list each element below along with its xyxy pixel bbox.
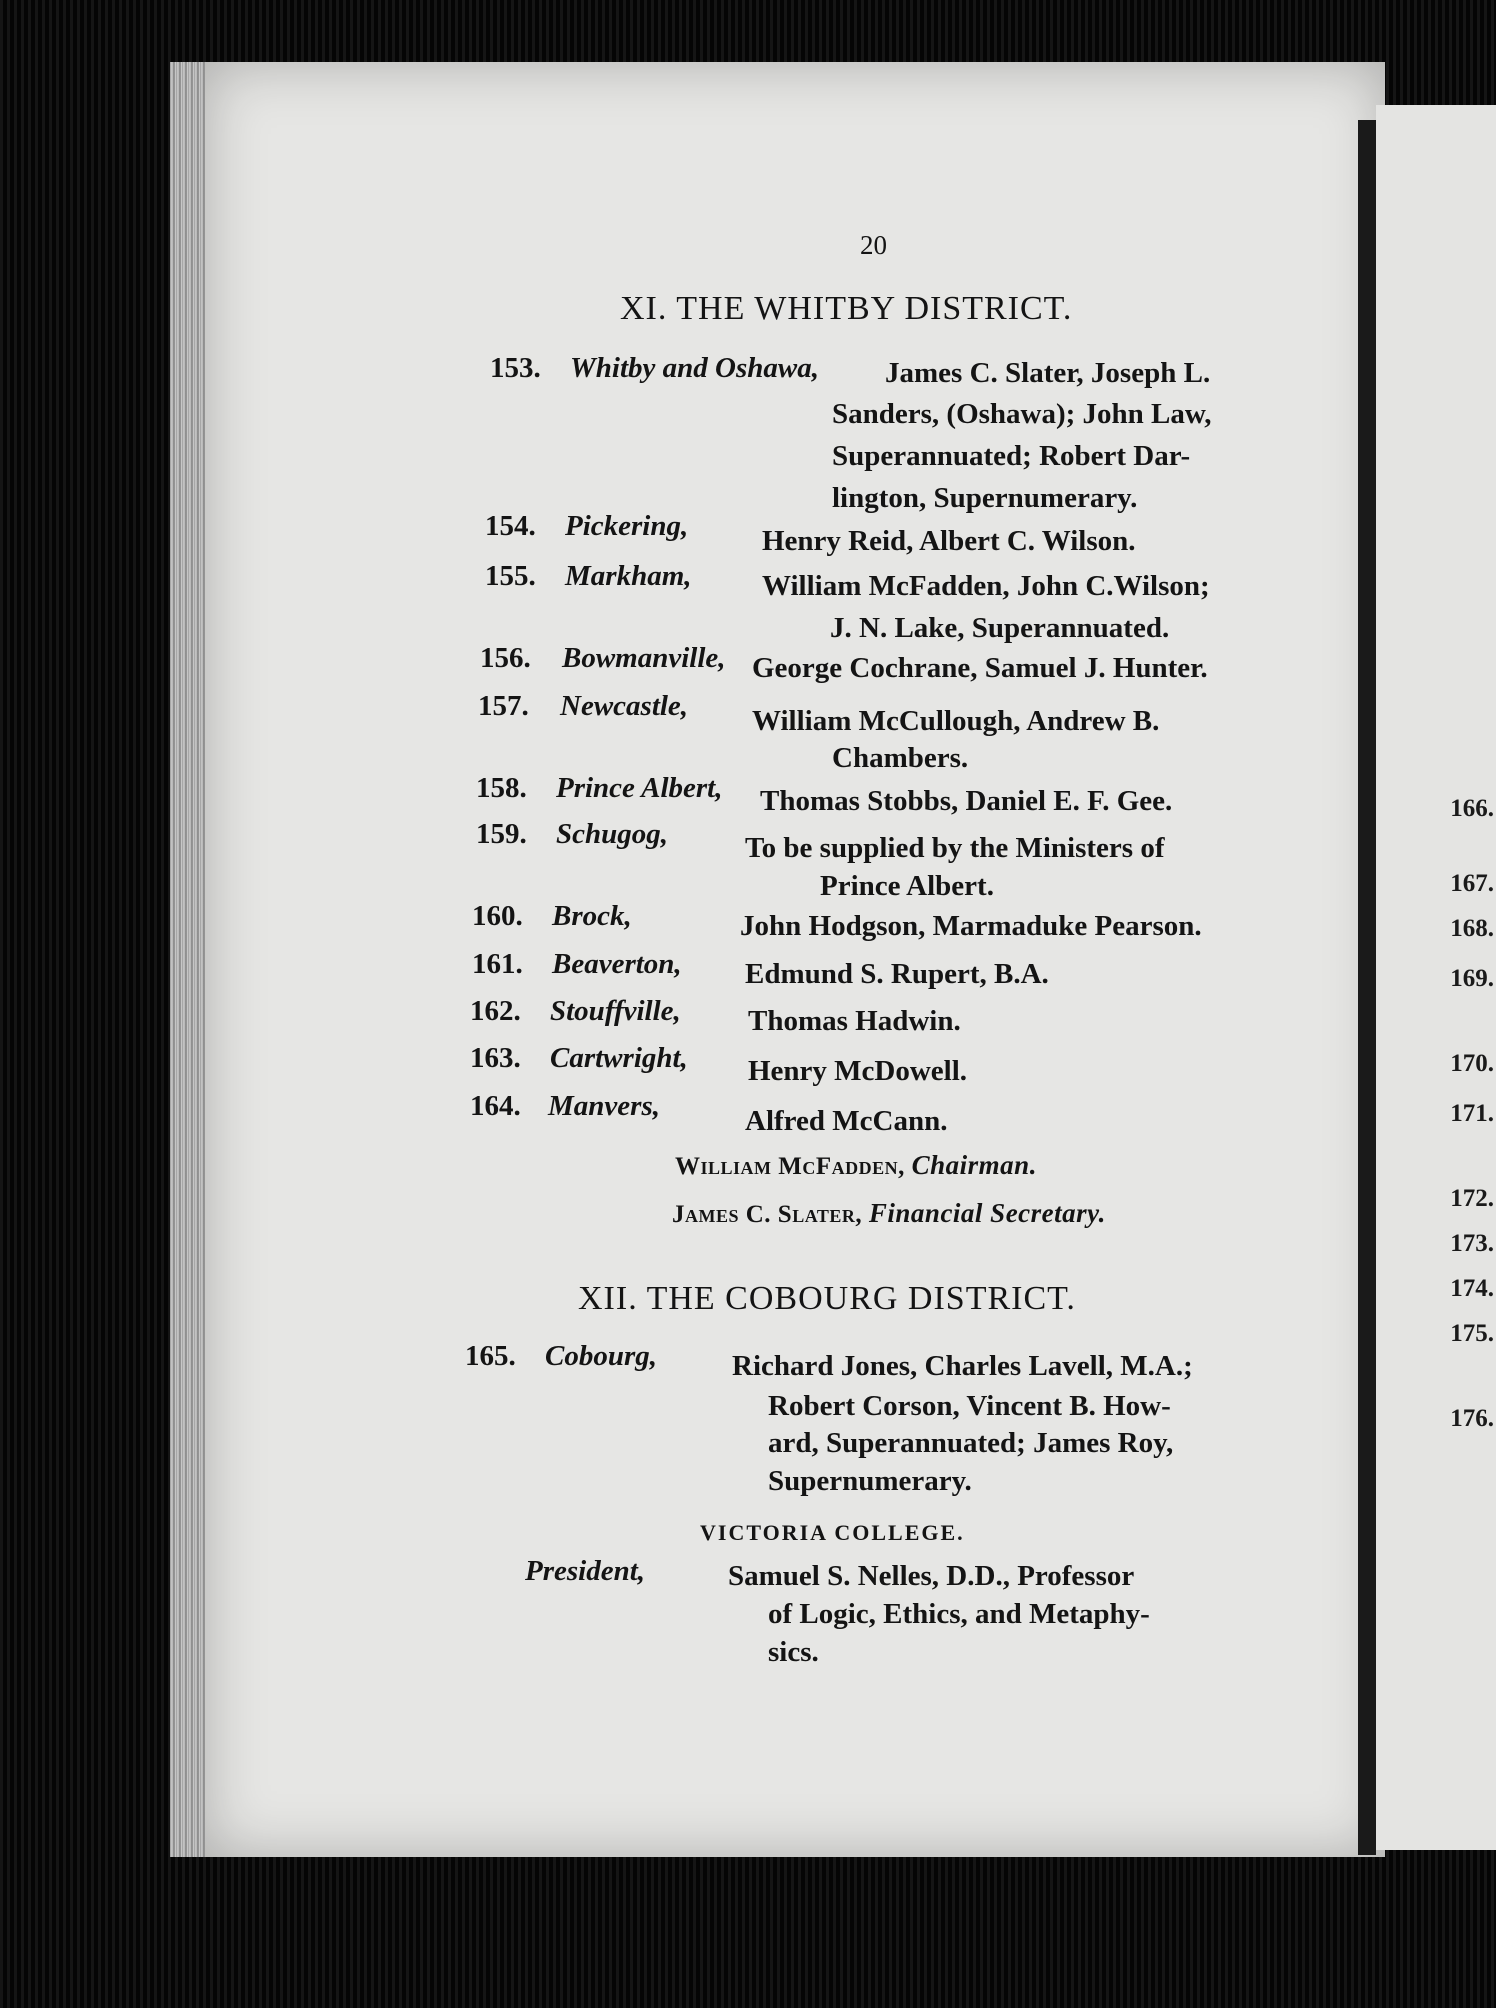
entry-text: Supernumerary. <box>768 1465 972 1497</box>
facing-page <box>1376 105 1496 1850</box>
facing-page-number: 166. <box>1450 795 1494 822</box>
facing-page-number: 172. <box>1450 1185 1494 1212</box>
entry-place: Prince Albert, <box>556 772 723 804</box>
entry-number: 153. <box>490 352 541 384</box>
entry-text: Edmund S. Rupert, B.A. <box>745 958 1049 990</box>
college-text: sics. <box>768 1636 819 1668</box>
entry-text: Henry McDowell. <box>748 1055 968 1087</box>
secretary-signature <box>672 1198 1106 1229</box>
entry-text: ard, Superannuated; James Roy, <box>768 1427 1174 1459</box>
entry-number: 159. <box>476 818 527 850</box>
entry-text: J. N. Lake, Superannuated. <box>830 612 1170 644</box>
entry-number: 160. <box>472 900 523 932</box>
chairman-name: William McFadden, <box>675 1153 905 1180</box>
facing-page-number: 167. <box>1450 870 1494 897</box>
entry-place: Brock, <box>552 900 632 932</box>
chairman-role: Chairman. <box>911 1150 1037 1180</box>
entry-place: Cobourg, <box>545 1340 658 1372</box>
entry-text: William McCullough, Andrew B. <box>752 705 1160 737</box>
entry-place: Whitby and Oshawa, <box>570 352 819 384</box>
entry-text: Prince Albert. <box>820 870 994 902</box>
college-title: VICTORIA COLLEGE. <box>700 1520 965 1545</box>
page-number: 20 <box>860 230 887 260</box>
facing-page-number: 175. <box>1450 1320 1494 1347</box>
entry-place: Cartwright, <box>550 1042 688 1074</box>
entry-number: 156. <box>480 642 531 674</box>
entry-place: Beaverton, <box>552 948 682 980</box>
entry-place: Manvers, <box>548 1090 660 1122</box>
entry-number: 161. <box>472 948 523 980</box>
facing-page-number: 169. <box>1450 965 1494 992</box>
entry-text: Thomas Hadwin. <box>748 1005 961 1037</box>
entry-text: John Hodgson, Marmaduke Pearson. <box>740 910 1202 942</box>
entry-text: Sanders, (Oshawa); John Law, <box>832 398 1212 430</box>
facing-page-number: 170. <box>1450 1050 1494 1077</box>
entry-place: Stouffville, <box>550 995 681 1027</box>
district-xi-title: XI. THE WHITBY DISTRICT. <box>620 290 1073 327</box>
entry-place: Newcastle, <box>560 690 689 722</box>
entry-number: 157. <box>478 690 529 722</box>
entry-text: Superannuated; Robert Dar- <box>832 440 1191 472</box>
facing-page-number: 168. <box>1450 915 1494 942</box>
district-xii-title: XII. THE COBOURG DISTRICT. <box>578 1280 1076 1317</box>
entry-text: George Cochrane, Samuel J. Hunter. <box>752 652 1208 684</box>
entry-number: 155. <box>485 560 536 592</box>
entry-text: Robert Corson, Vincent B. How- <box>768 1390 1171 1422</box>
entry-text: Alfred McCann. <box>745 1105 948 1137</box>
entry-number: 163. <box>470 1042 521 1074</box>
facing-page-number: 176. <box>1450 1405 1494 1432</box>
college-text: Samuel S. Nelles, D.D., Professor <box>728 1560 1135 1592</box>
entry-text: James C. Slater, Joseph L. <box>885 357 1211 389</box>
entry-text: Henry Reid, Albert C. Wilson. <box>762 525 1136 557</box>
entry-text: Chambers. <box>832 742 969 774</box>
entry-place: Markham, <box>565 560 692 592</box>
entry-number: 165. <box>465 1340 516 1372</box>
entry-number: 154. <box>485 510 536 542</box>
entry-place: Schugog, <box>556 818 669 850</box>
entry-place: Bowmanville, <box>562 642 726 674</box>
entry-text: William McFadden, John C.Wilson; <box>762 570 1210 602</box>
entry-text: To be supplied by the Ministers of <box>745 832 1165 864</box>
entry-place: Pickering, <box>565 510 689 542</box>
entry-number: 158. <box>476 772 527 804</box>
entry-number: 162. <box>470 995 521 1027</box>
college-text: of Logic, Ethics, and Metaphy- <box>768 1598 1150 1630</box>
secretary-name: James C. Slater, <box>672 1201 863 1228</box>
entry-number: 164. <box>470 1090 521 1122</box>
book-gutter <box>1358 120 1376 1855</box>
entry-text: lington, Supernumerary. <box>832 482 1138 514</box>
chairman-signature <box>675 1150 1037 1181</box>
entry-text: Thomas Stobbs, Daniel E. F. Gee. <box>760 785 1173 817</box>
college-role: President, <box>525 1555 646 1587</box>
facing-page-number: 174. <box>1450 1275 1494 1302</box>
facing-page-number: 171. <box>1450 1100 1494 1127</box>
secretary-role: Financial Secretary. <box>868 1198 1106 1228</box>
entry-text: Richard Jones, Charles Lavell, M.A.; <box>732 1350 1193 1382</box>
facing-page-number: 173. <box>1450 1230 1494 1257</box>
